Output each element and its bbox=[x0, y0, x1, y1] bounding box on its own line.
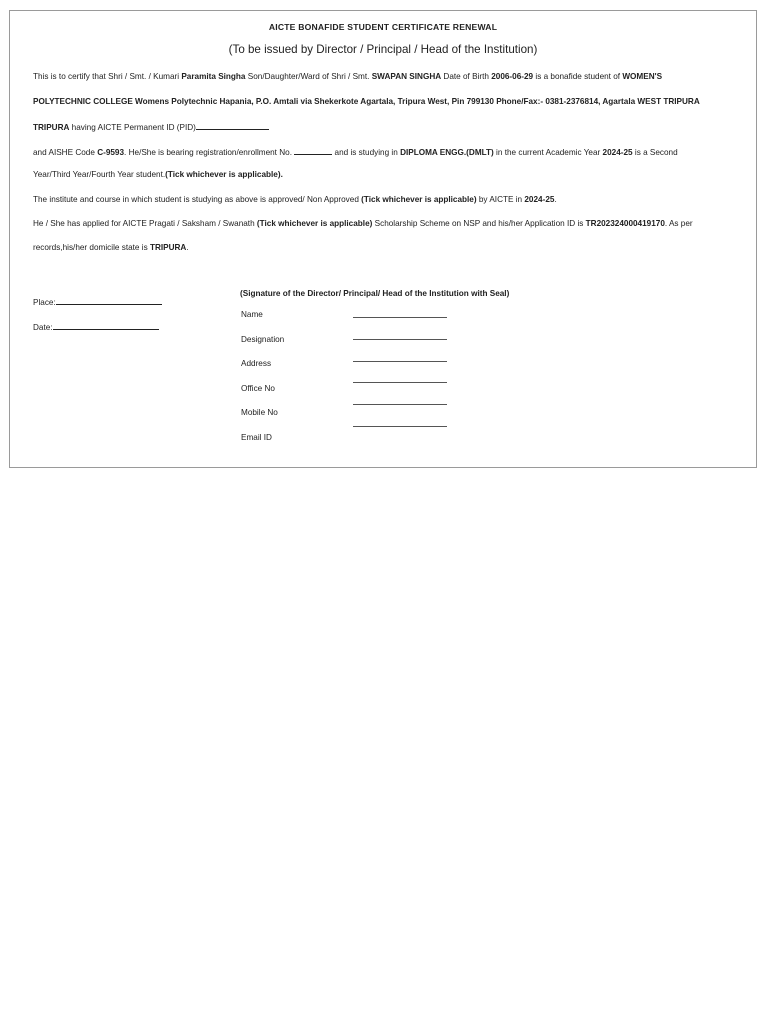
paragraph-line-4: and AISHE Code C-9593. He/She is bearing registration/enrollment No. and is studying in DIPLOMA ENGG.(DMLT) in the current Academic Year 2024-25 is a Second bbox=[33, 148, 678, 157]
date-of-birth: 2006-06-29 bbox=[491, 72, 534, 81]
parent-name: SWAPAN SINGHA bbox=[371, 72, 442, 81]
paragraph-line-8: records,his/her domicile state is TRIPURA. bbox=[33, 243, 189, 252]
email-id-label: Email ID bbox=[241, 433, 272, 442]
paragraph-line-5: Year/Third Year/Fourth Year student.(Tick whichever is applicable). bbox=[33, 170, 283, 179]
email-id-line bbox=[353, 425, 447, 427]
mobile-no-label: Mobile No bbox=[241, 408, 278, 417]
place-label: Place: bbox=[33, 298, 56, 307]
name-line bbox=[353, 316, 447, 318]
bonafide-certificate bbox=[9, 10, 757, 468]
institution-details: POLYTECHNIC COLLEGE Womens Polytechnic Hapania, P.O. Amtali via Shekerkote Agartala, Tripura West, Pin 799130 Phone/Fax:- 0381-2376814, Agartala WEST TRIPURA bbox=[33, 97, 700, 106]
paragraph-line-7: He / She has applied for AICTE Pragati / Saksham / Swanath (Tick whichever is applicable) Scholarship Scheme on NSP and his/her Application ID is TR202324000419170. As per bbox=[33, 219, 693, 228]
certificate-title: AICTE BONAFIDE STUDENT CERTIFICATE RENEWAL bbox=[268, 22, 498, 32]
paragraph-line-3: TRIPURA having AICTE Permanent ID (PID) bbox=[33, 121, 269, 132]
enrollment-blank bbox=[294, 146, 332, 155]
date-label: Date: bbox=[33, 323, 53, 332]
application-id: TR202324000419170 bbox=[585, 219, 665, 228]
name-label: Name bbox=[241, 310, 263, 319]
institution-name-start: WOMEN'S bbox=[622, 72, 663, 81]
paragraph-line-2 bbox=[33, 97, 700, 106]
designation-line bbox=[353, 338, 447, 340]
place-field bbox=[33, 296, 162, 307]
aishe-code: C-9593 bbox=[97, 148, 125, 157]
state-name: TRIPURA bbox=[33, 123, 70, 132]
office-no-line bbox=[353, 381, 447, 383]
date-blank bbox=[53, 321, 159, 330]
address-label: Address bbox=[241, 359, 272, 368]
place-blank bbox=[56, 296, 162, 305]
designation-label: Designation bbox=[241, 335, 285, 344]
certificate-subtitle: (To be issued by Director / Principal / Head of the Institution) bbox=[228, 43, 538, 56]
signature-heading: (Signature of the Director/ Principal/ Head of the Institution with Seal) bbox=[240, 289, 510, 298]
academic-year: 2024-25 bbox=[602, 148, 633, 157]
approval-year: 2024-25 bbox=[524, 195, 555, 204]
pid-blank bbox=[196, 121, 269, 130]
paragraph-line-1: This is to certify that Shri / Smt. / Kumari Paramita Singha Son/Daughter/Ward of Shri / Smt. SWAPAN SINGHA Date of Birth 2006-06-29 is a bonafide student of WOMEN'S bbox=[33, 72, 663, 81]
address-line bbox=[353, 360, 447, 362]
tick-note: (Tick whichever is applicable). bbox=[165, 170, 283, 179]
student-name: Paramita Singha bbox=[181, 72, 246, 81]
date-field bbox=[33, 321, 159, 332]
tick-note: (Tick whichever is applicable) bbox=[256, 219, 373, 228]
tick-note: (Tick whichever is applicable) bbox=[361, 195, 477, 204]
course-name: DIPLOMA ENGG.(DMLT) bbox=[400, 148, 494, 157]
office-no-label: Office No bbox=[241, 384, 275, 393]
mobile-no-line bbox=[353, 403, 447, 405]
domicile-state: TRIPURA bbox=[149, 243, 187, 252]
paragraph-line-6: The institute and course in which student is studying as above is approved/ Non Approved (Tick whichever is applicable) by AICTE in 2024-25. bbox=[33, 195, 557, 204]
